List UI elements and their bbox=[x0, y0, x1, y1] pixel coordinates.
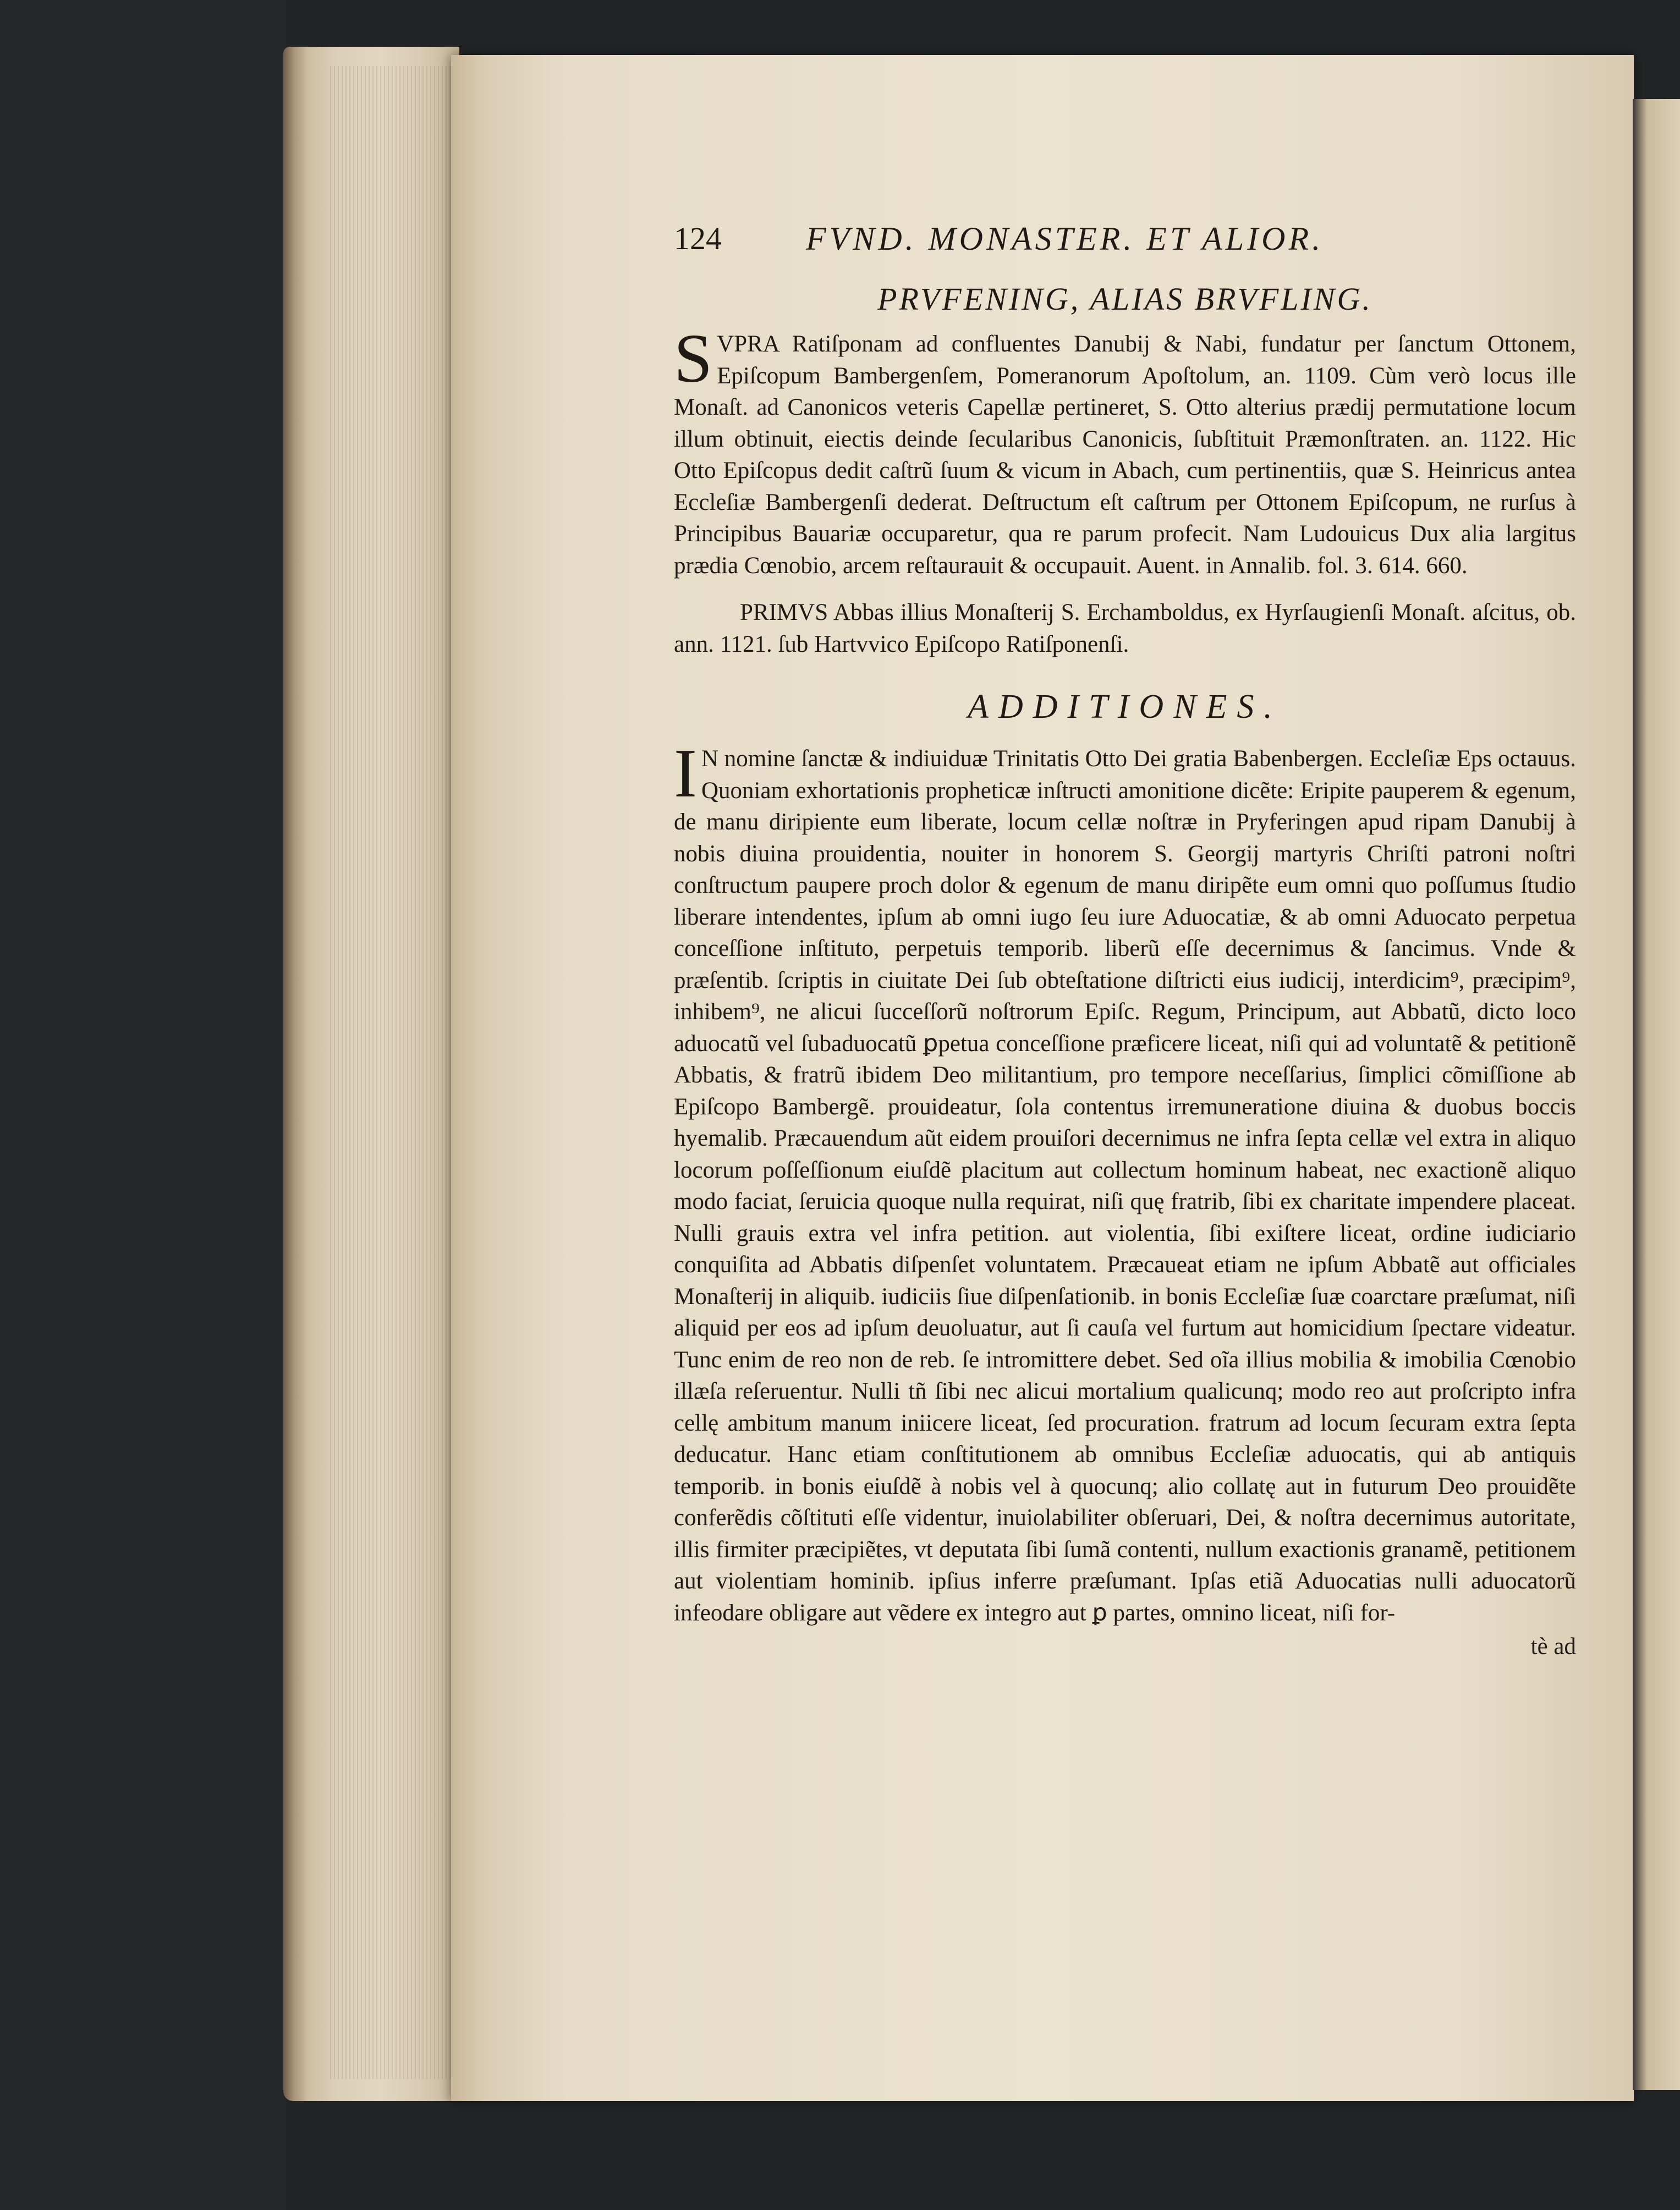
drop-cap: S bbox=[674, 321, 713, 397]
paragraph-first-abbot: PRIMVS Abbas illius Monaſterij S. Erchamboldus, ex Hyrſaugienſi Monaſt. aſcitus, ob. ann. 1121. ſub Hartvvico Epiſcopo Ratiſponenſi. bbox=[674, 600, 1576, 657]
charter-text: N nomine ſanctæ & indiuiduæ Trinitatis Otto Dei gratia Babenbergen. Eccleſiæ Eps octauus. Quoniam exhortationis propheticæ inſtructi amonitione dicẽte: Eripite pauperem & egenum, de manu diripiente eum liberate, locum cellæ noſtræ in Pryferingen apud ripam Danubij à nobis diuina prouidentia, nouiter in honorem S. Georgij martyris Chriſti patroni noſtri conſtructum paupere proch dolor & egenum de manu diripẽte eum omni quo poſſumus ſtudio liberare intendentes, ipſum ab omni iugo ſeu iure Aduocatiæ, & ab omni Aduocato perpetua conceſſione inſtituto, perpetuis temporib. liberũ eſſe decernimus & ſancimus. Vnde & præſentib. ſcriptis in ciuitate Dei ſub obteſtatione diſtricti eius iudicij, interdicim⁹, præcipim⁹, inhibem⁹, ne alicui ſucceſſorũ noſtrorum Epiſc. Regum, Principum, aut Abbatũ, dicto loco aduocatũ vel ſubaduocatũ ꝑpetua conceſſione præficere liceat, niſi qui ad voluntatẽ & petitionẽ Abbatis, & fratrũ ibidem Deo militantium, pro tempore neceſſarius, ſimplici cõmiſſione ab Epiſcopo Bambergẽ. prouideatur, ſola contentus irremuneratione diuina & duobus boccis hyemalib. Præcauendum aũt eidem prouiſori decernimus ne infra ſepta cellæ vel extra in aliquo locorum poſſeſſionum eiuſdẽ placitum aut collectum hominum habeat, nec exactionẽ aliquo modo faciat, ſeruicia quoque nulla requirat, niſi quę fratrib, ſibi ex charitate impendere placeat. Nulli grauis extra vel infra petition. aut violentia, ſibi exiſtere liceat, ordine iudiciario conquiſita ad Abbatis diſpenſet voluntatem. Præcaueat etiam ne ipſum Abbatẽ aut officiales Monaſterij in aliquib. iudiciis ſiue diſpenſationib. in bonis Eccleſiæ ſuæ coarctare præſumat, niſi aliquid per eos ad ipſum deuoluatur, aut ſi cauſa vel furtum aut homicidium ſpectare videatur. Tunc enim de reo non de reb. ſe intromittere debet. Sed oĩa illius mobilia & imobilia Cœnobio illæſa reſeruentur. Nulli tñ ſibi nec alicui mortalium qualicunq; modo reo aut proſcripto infra cellę ambitum manum iniicere liceat, ſed procuration. fratrum ad locum ſecuram extra ſepta deducatur. Hanc etiam conſtitutionem ab omnibus Eccleſiæ aduocatis, qui ab antiquis temporib. in bonis eiuſdẽ à nobis vel à quocunq; alio collatę aut in futurum Deo prouidẽte conferẽdis cõſtituti eſſe videntur, inuiolabiliter obſeruari, Dei, & noſtra decernimus autoritate, illis firmiter præcipiẽtes, vt deputata ſibi ſumã contenti, nullum exactionis granamẽ, petitionem aut violentiam hominib. ipſius inferre præſumant. Ipſas etiã Aduocatias nulli aduocatorũ infeodare obligare aut vẽdere ex integro aut ꝑ partes, omnino liceat, niſi for- bbox=[674, 746, 1576, 1626]
paragraph-foundation bbox=[674, 321, 1576, 581]
dark-background bbox=[0, 0, 286, 2210]
page-number: 124 bbox=[674, 221, 722, 256]
catchword: tè ad bbox=[1530, 1634, 1576, 1659]
paragraph-text: VPRA Ratiſponam ad confluentes Danubij & Nabi, fundatur per ſanctum Ottonem, Epiſcopum Bambergenſem, Pomeranorum Apoſtolum, an. 1109. Cùm verò locus ille Monaſt. ad Canonicos veteris Capellæ pertineret, S. Otto alterius prædij permutatione locum illum obtinuit, eiectis deinde ſecularibus Canonicis, ſubſtituit Præmonſtraten. an. 1122. Hic Otto Epiſcopus dedit caſtrũ ſuum & vicum in Abach, cum pertinentiis, quæ S. Heinricus antea Eccleſiæ Bambergenſi dederat. Deſtructum eſt caſtrum per Ottonem Epiſcopum, ne rurſus à Principibus Bauariæ occuparetur, qua re parum profecit. Nam Ludouicus Dux alia largitus prædia Cœnobio, arcem reſtaurauit & occupauit. Auent. in Annalib. fol. 3. 614. 660. bbox=[674, 331, 1576, 579]
page-text-block bbox=[674, 220, 1576, 1662]
running-head bbox=[674, 220, 1576, 281]
next-page-edge bbox=[1633, 99, 1680, 2090]
page-edge-lines bbox=[330, 66, 451, 2079]
running-title: FVND. MONASTER. ET ALIOR. bbox=[806, 221, 1324, 257]
additiones-heading: ADDITIONES. bbox=[968, 688, 1282, 725]
section-title: PRVFENING, ALIAS BRVFLING. bbox=[877, 281, 1372, 317]
drop-cap: I bbox=[674, 735, 697, 812]
paragraph-charter bbox=[674, 735, 1576, 1629]
